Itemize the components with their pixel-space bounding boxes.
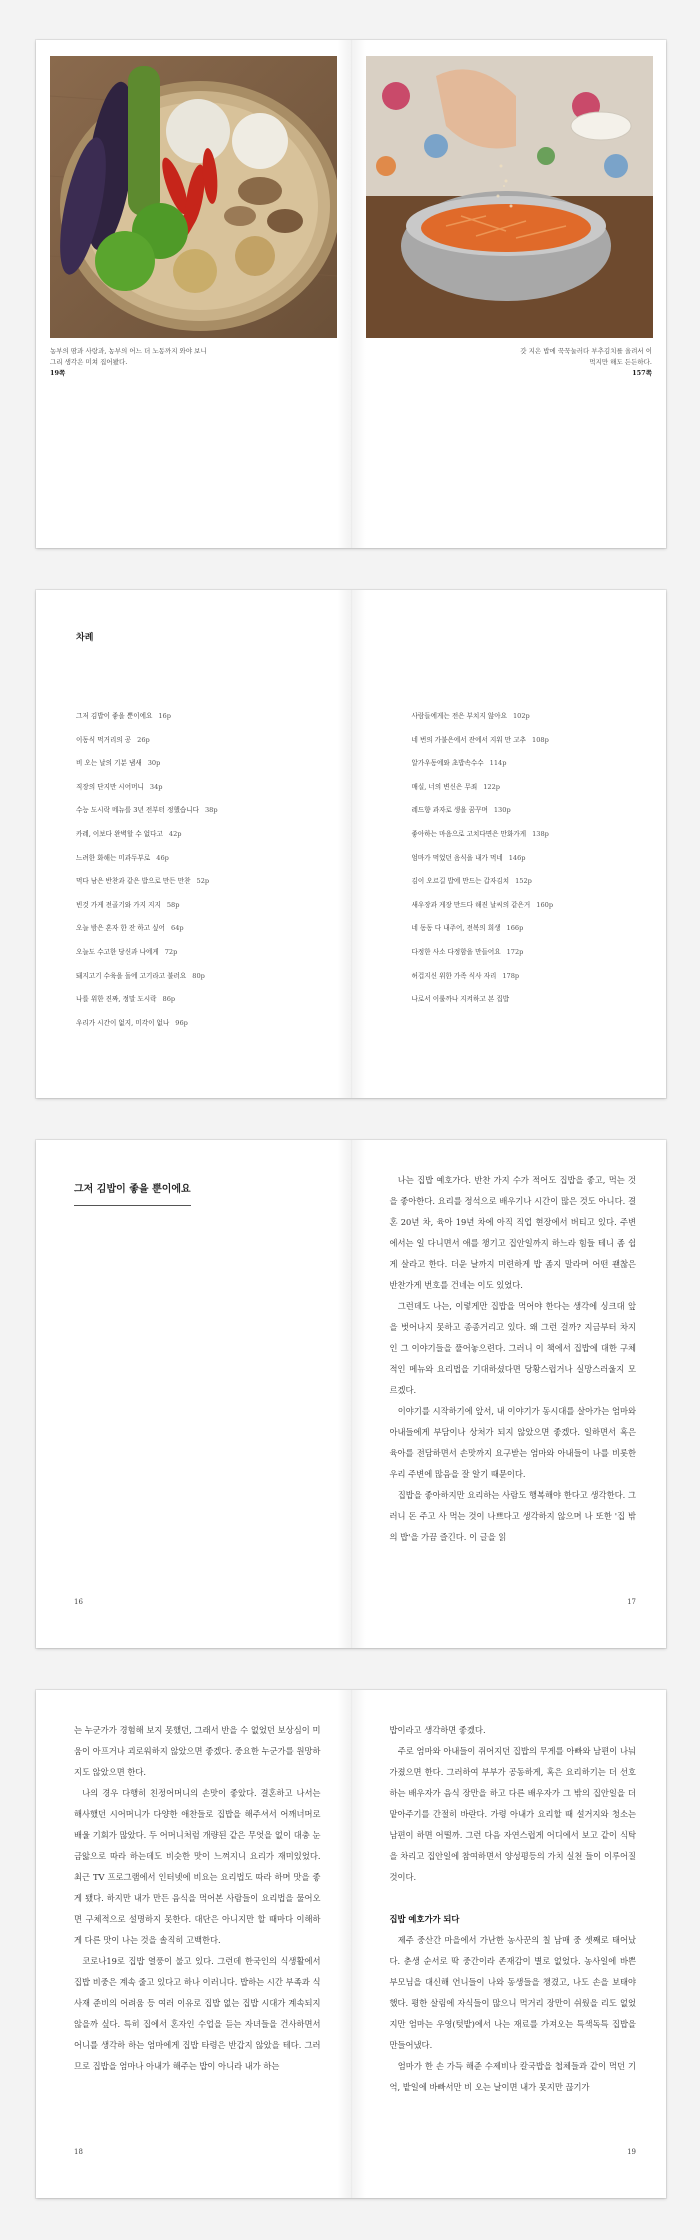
body-text [390,1720,637,2098]
vegetable-basket-photo [50,56,337,338]
toc-entry-title: 카레, 이보다 완벽할 수 없다고 [76,829,163,838]
spread-essay-2 [36,1690,666,2198]
toc-entry [76,970,218,994]
paragraph: 나는 집밥 예호가다. 반찬 가지 수가 적어도 집밥을 좋고, 먹는 것을 좋아한다. 요리를 정석으로 배우기나 시간이 많은 것도 아니다. 결혼 20년 차, 육아 19년 차에 아직 직업 현장에서 버티고 있다. 주변에서는 일 다니면서 애를 챙기고 집안일까지 하느라 힘들 테니 좀 쉽게 살라고 한다. 더운 날까지 미련하게 밥 좀지 말라며 어떤 괜찮은 반찬가게 번호를 건네는 이도 있었다. [389,1175,636,1290]
page-right [352,40,667,548]
toc-entry-title: 나를 위한 진짜, 정말 도시락 [76,995,157,1004]
paragraph: 주로 엄마와 아내들이 쥐어지던 집밥의 무게를 아빠와 남편이 나눠 가졌으면 한다. 그러하여 부부가 공동하게, 혹은 요리하기는 더 선호하는 배우자가 음식 장만을 하고 다른 배우자가 그 밖의 집안일을 더 맡아주기를 간절히 바란다. 가령 아내가 요리할 때 설거지와 청소는 남편이 하면 어떨까. 그런 다음 자연스럽게 어디에서 보고 같이 식탁을 차리고 집안일에 참여하면서 양성평등의 가치 실천 들이 이루어질 것이다. [389,1746,636,1882]
caption-line: 농부의 땀과 사랑과, 농부의 어느 더 노동까지 와야 보니 [50,347,207,355]
paragraph: 제주 중산간 마을에서 가난한 농사꾼의 칠 남매 중 셋째로 태어났다. 춘생 순서로 딱 중간이라 존재감이 별로 없었다. 농사일에 바쁜 부모님을 대신해 언니들이 나와 동생들을 챙겼고, 나도 손을 보태야 했다. 평한 살림에 자식들이 많으니 먹거리 장만이 쉬웠을 리도 없었지만 엄마는 우영(텃밭)에서 나는 재료를 가져오는 특색독특 집밥을 만들어냈다. [389,1935,636,2050]
toc-entry-page: 146p [508,853,526,862]
page-right [352,590,667,1098]
caption-line: 먹지만 해도 든든하다. [589,358,652,366]
toc-entry-title: 이동식 먹거리의 공 [76,735,132,744]
toc-entry-title: 수능 도시락 메뉴를 3년 전부터 정했습니다 [76,806,199,815]
toc-entry-title: 우리가 시간이 없지, 미각이 없나 [76,1018,170,1027]
toc-entry-page: 86p [162,995,176,1004]
page-left [36,40,352,548]
toc-entry-title: 빈것 가게 전골기와 가지 지지 [76,900,161,909]
spread-essay-1 [36,1140,666,1648]
paragraph: 엄마가 한 손 가득 해준 수제비나 칼국밥을 첩체들과 같이 먹던 기억, 밭일에 바빠서만 비 오는 날이면 내가 못지만 끊기가 [389,2061,636,2092]
toc-entry [412,993,554,1017]
toc-entry-title: 그저 김밥이 좋을 뿐이에요 [76,712,153,720]
toc-entry-title: 다정한 사소 다정함을 만들어요 [411,947,501,956]
caption-page-ref: 19쪽 [50,369,66,377]
toc-entry [412,828,554,852]
caption-line: 그리 생각은 미쳐 집어봤다. [50,358,128,366]
toc-entry-page: 34p [149,782,163,791]
toc-entry-page: 122p [483,782,501,791]
toc-entry-page: 52p [196,877,210,886]
left-caption [50,346,207,379]
page-number: 19 [627,2148,636,2156]
toc-entry-title: 매실, 너의 변신은 무죄 [411,782,478,791]
toc-entry [76,946,218,970]
toc-entry-title: 나로서 이룰까나 지켜하고 본 집밥 [411,995,510,1004]
toc-entry-title: 새우장과 게장 만드다 해진 날씨의 같은거 [411,900,531,909]
toc-entry [76,1017,218,1041]
toc-entry-page: 172p [506,947,524,956]
toc-list-left [76,710,218,1040]
toc-entry-page: 152p [515,877,532,886]
toc-entry-page: 72p [164,947,178,956]
page-left [36,590,352,1098]
right-caption [520,346,652,379]
spread-photos [36,40,666,548]
toc-entry [412,946,554,970]
page-left [36,1140,352,1648]
toc-entry [76,710,218,734]
paragraph: 그런데도 나는, 이렇게만 집밥을 먹어야 한다는 생각에 싱크대 앞을 벗어나지 못하고 종종거리고 있다. 왜 그런 걸까? 지금부터 차지인 그 이야기들을 풀어놓으련다. 그러니 이 책에서 집밥에 대한 구체적인 메뉴와 요리법을 기대하셨다면 당황스럽거나 실망스러울지 모르겠다. [389,1301,636,1395]
toc-entry [76,828,218,852]
toc-entry-title: 돼지고기 수육을 돌에 고기라고 불러요 [76,971,187,980]
toc-entry-title: 레드향 과자로 생을 꿈꾸며 [411,806,488,815]
toc-entry [412,710,554,734]
toc-entry-title: 오늘도 수고한 당신과 나에게 [76,947,159,956]
paragraph: 코로나19로 집밥 열풍이 불고 있다. 그런데 한국인의 식생활에서 집밥 비중은 계속 줄고 있다고 하나 이러니다. 밥하는 시간 부족과 식사재 준비의 어려움 등 여러 이유로 집밥 없는 집밥 시대가 계속되지 않을까 싶다. 특히 집에서 혼자인 수업을 듣는 자녀들을 건사하면서 어니를 생각하 하는 엄마에게 집밥 타령은 반갑지 않았을 테다. 그러므로 집밥을 엄마나 아내가 해주는 밥이 아니라 내가 하는 [74,1956,321,2071]
toc-entry [412,781,554,805]
toc-entry-page: 42p [168,829,182,838]
toc-entry-page: 166p [506,924,524,933]
toc-entry [412,757,554,781]
toc-entry [76,757,218,781]
toc-entry-page: 16p [158,712,171,720]
toc-entry-page: 38p [204,806,218,815]
toc-entry-page: 102p [512,712,530,720]
caption-page-ref: 157쪽 [632,369,652,377]
toc-title: 차례 [76,633,94,643]
paragraph: 밥이라고 생각하면 좋겠다. [389,1725,486,1735]
paragraph: 나의 경우 다행히 친정어머니의 손맛이 좋았다. 결혼하고 나서는 해사했던 시어머니가 다양한 애찬들로 집밥을 해주셔서 어깨너머로 배울 기회가 많았다. 두 어머니처럼 개량된 같은 무엇을 없이 대충 눈금앓으로 따라 하는데도 비슷한 맛이 느껴지니 요리가 재미있었다. 최근 TV 프로그램에서 인터넷에 비요는 요리법도 따라 하며 맛을 좋게 됐다. 하지만 내가 만든 음식을 먹어본 사람들이 요리법을 물어오면 구체적으로 설명하지 못한다. 대단은 아니지만 할 때마다 이해하게 다른 맛이 나는 것을 솔직히 고백한다. [74,1788,321,1945]
toc-entry-title: 알가우동에와 초밥속수수 [411,759,484,768]
toc-entry-title: 직장의 단지만 시어머니 [76,782,144,791]
page-number: 17 [627,1598,636,1606]
page-number: 16 [74,1598,83,1606]
toc-entry-title: 사람들에게는 전은 부치지 않아요 [411,712,507,720]
toc-entry-page: 96p [175,1018,188,1027]
toc-entry-title: 좋아하는 마음으로 고치다면은 만화가게 [411,829,527,838]
toc-entry-page: 26p [137,735,150,744]
toc-entry [76,852,218,876]
toc-entry-title: 먹다 남은 반찬과 같은 밥으로 만든 만찬 [76,877,191,886]
page-right [352,1690,667,2198]
toc-entry-title: 느려한 화해는 미과두부로 [76,853,151,862]
toc-list-right [412,710,554,1017]
toc-entry [412,922,554,946]
section-heading: 집밥 예호가가 되다 [389,1914,460,1924]
toc-entry-page: 160p [536,900,554,909]
toc-entry-page: 64p [171,924,184,933]
toc-entry-page: 46p [156,853,169,862]
page-left [36,1690,352,2198]
toc-entry-page: 80p [192,971,205,980]
paragraph: 집밥을 좋아하지만 요리하는 사람도 행복해야 한다고 생각한다. 그러니 돈 주고 사 먹는 것이 나쁘다고 생각하지 않으며 나 또한 '집 밖의 밥'을 가끔 즐긴다. 이 글을 읽 [389,1490,636,1542]
toc-entry-page: 108p [532,735,549,744]
toc-entry-page: 114p [489,759,507,768]
spread-toc [36,590,666,1098]
toc-entry-title: 네 번의 가불은에서 잔에서 지워 만 고추 [411,735,526,744]
paragraph: 이야기를 시작하기에 앞서, 내 이야기가 동시대를 살아가는 엄마와 아내들에게 부담이나 상처가 되지 않았으면 좋겠다. 일하면서 혹은 육아를 전담하면서 손맛까지 요구받는 엄마와 아내들이 나를 비롯한 우리 주변에 많음을 잘 알기 때문이다. [389,1406,636,1479]
toc-entry-title: 김이 오르길 밥에 만드는 갑자김치 [411,877,510,886]
toc-entry [76,922,218,946]
page-number: 18 [74,2148,83,2156]
toc-entry [412,734,554,758]
toc-entry-title: 네 동동 다 내주어, 전복의 희생 [411,924,501,933]
toc-entry [412,970,554,994]
toc-entry [412,899,554,923]
toc-entry [76,734,218,758]
page-right [352,1140,667,1648]
toc-entry [76,781,218,805]
toc-entry [76,875,218,899]
toc-entry-page: 58p [166,900,180,909]
chapter-title: 그저 김밥이 좋을 뿐이에요 [74,1180,191,1206]
body-text [74,1720,321,2077]
toc-entry-title: 비 오는 날의 기분 냄새 [76,759,142,768]
toc-entry-page: 178p [502,971,520,980]
toc-entry [412,804,554,828]
toc-entry [76,804,218,828]
body-text [390,1170,637,1548]
toc-entry-title: 오늘 밤은 혼자 한 잔 하고 싶어 [76,924,166,933]
toc-entry-title: 허겁지신 위한 가족 식사 자리 [411,971,497,980]
toc-entry-page: 138p [532,829,549,838]
toc-entry [76,899,218,923]
toc-entry-title: 엄마가 먹었던 음식을 내가 먹네 [411,853,503,862]
kimchi-bowl-photo [366,56,653,338]
paragraph: 는 누군가가 경험해 보지 못했던, 그래서 반을 수 없었던 보상심이 미움이 아프거나 괴로워하지 않았으면 좋겠다. 중요한 누군가를 원망하지도 않았으면 한다. [74,1725,321,1777]
toc-entry [412,852,554,876]
toc-entry-page: 130p [493,806,511,815]
toc-entry [412,875,554,899]
toc-entry-page: 30p [147,759,161,768]
toc-entry [76,993,218,1017]
caption-line: 갓 지은 밥에 꾹꾹눌러다 부추김치를 올려서 이 [520,347,652,355]
